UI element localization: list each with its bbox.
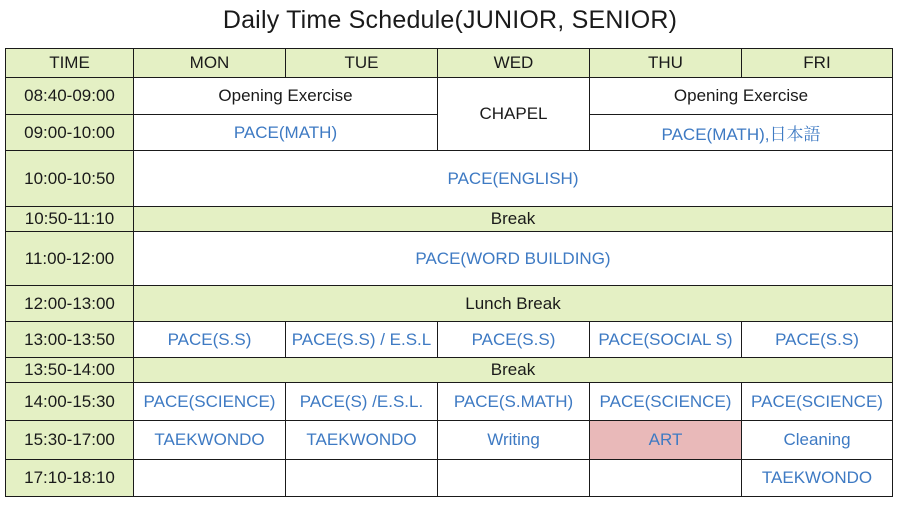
pace-ss-mon: PACE(S.S): [134, 322, 286, 358]
writing-wed: Writing: [438, 421, 590, 460]
header-wed: WED: [438, 49, 590, 78]
cleaning-fri: Cleaning: [742, 421, 893, 460]
table-row: [6, 207, 893, 232]
table-row: [6, 358, 893, 383]
pace-ss-fri: PACE(S.S): [742, 322, 893, 358]
taekwondo-fri-evening: TAEKWONDO: [742, 460, 893, 497]
opening-exercise-thu-fri: Opening Exercise: [590, 78, 893, 115]
table-row: [6, 460, 893, 497]
pace-math-japanese-thu-fri: PACE(MATH),日本語: [590, 115, 893, 151]
break-afternoon: Break: [134, 358, 893, 383]
taekwondo-mon: TAEKWONDO: [134, 421, 286, 460]
time-cell: 15:30-17:00: [6, 421, 134, 460]
pace-word-building: PACE(WORD BUILDING): [134, 232, 893, 286]
pace-math-mon-tue: PACE(MATH): [134, 115, 438, 151]
time-cell: 10:50-11:10: [6, 207, 134, 232]
lunch-break: Lunch Break: [134, 286, 893, 322]
table-row: [6, 78, 893, 115]
time-cell: 13:50-14:00: [6, 358, 134, 383]
break-morning: Break: [134, 207, 893, 232]
opening-exercise-mon-tue: Opening Exercise: [134, 78, 438, 115]
empty-cell-mon: [134, 460, 286, 497]
header-thu: THU: [590, 49, 742, 78]
pace-s-math-wed: PACE(S.MATH): [438, 383, 590, 421]
chapel-wed: CHAPEL: [438, 78, 590, 151]
time-cell: 09:00-10:00: [6, 115, 134, 151]
header-fri: FRI: [742, 49, 893, 78]
header-time: TIME: [6, 49, 134, 78]
pace-science-thu: PACE(SCIENCE): [590, 383, 742, 421]
pace-science-mon: PACE(SCIENCE): [134, 383, 286, 421]
art-thu: ART: [590, 421, 742, 460]
table-row: [6, 232, 893, 286]
pace-english: PACE(ENGLISH): [134, 151, 893, 207]
pace-ss-esl-tue: PACE(S.S) / E.S.L: [286, 322, 438, 358]
pace-science-fri: PACE(SCIENCE): [742, 383, 893, 421]
pace-ss-wed: PACE(S.S): [438, 322, 590, 358]
header-row: [6, 49, 893, 78]
time-cell: 08:40-09:00: [6, 78, 134, 115]
time-cell: 13:00-13:50: [6, 322, 134, 358]
empty-cell-tue: [286, 460, 438, 497]
time-cell: 17:10-18:10: [6, 460, 134, 497]
taekwondo-tue: TAEKWONDO: [286, 421, 438, 460]
table-row: [6, 151, 893, 207]
schedule-table: [5, 48, 893, 497]
header-tue: TUE: [286, 49, 438, 78]
time-cell: 10:00-10:50: [6, 151, 134, 207]
empty-cell-wed: [438, 460, 590, 497]
table-row: [6, 286, 893, 322]
time-cell: 14:00-15:30: [6, 383, 134, 421]
time-cell: 11:00-12:00: [6, 232, 134, 286]
table-row: [6, 383, 893, 421]
schedule-title: Daily Time Schedule(JUNIOR, SENIOR): [222, 6, 678, 34]
empty-cell-thu: [590, 460, 742, 497]
header-mon: MON: [134, 49, 286, 78]
pace-social-s-thu: PACE(SOCIAL S): [590, 322, 742, 358]
table-row: [6, 322, 893, 358]
time-cell: 12:00-13:00: [6, 286, 134, 322]
table-row: [6, 421, 893, 460]
pace-s-esl-tue: PACE(S) /E.S.L.: [286, 383, 438, 421]
